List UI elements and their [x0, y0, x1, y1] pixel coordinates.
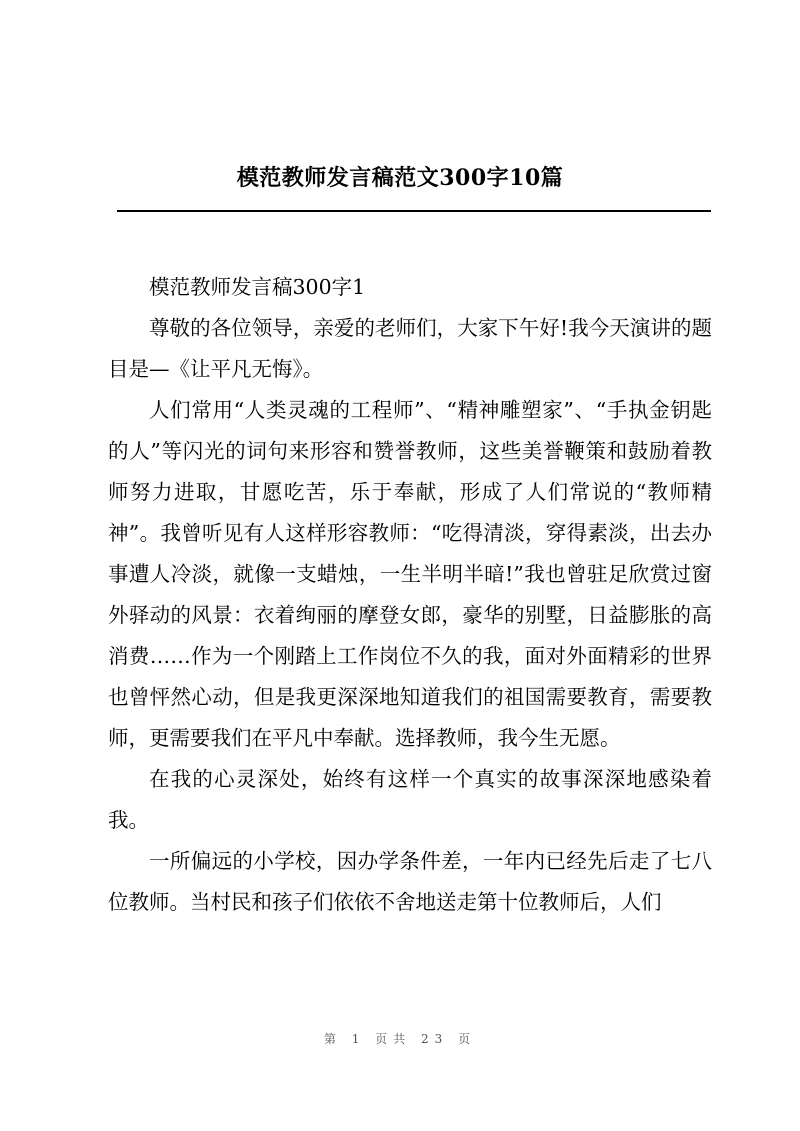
paragraph: 一所偏远的小学校，因办学条件差，一年内已经先后走了七八位教师。当村民和孩子们依依不舍地送走第十位教师后，人们 [108, 849, 712, 914]
paragraph: 人们常用“人类灵魂的工程师”、“精神雕塑家”、“手执金钥匙的人”等闪光的词句来形容和赞誉教师，这些美誉鞭策和鼓励着教师努力进取，甘愿吃苦，乐于奉献，形成了人们常说的“教师精神”。我曾听见有人这样形容教师：“吃得清淡，穿得素淡，出去办事遭人冷淡，就像一支蜡烛，一生半明半暗!”我也曾驻足欣赏过窗外驿动的风景：衣着绚丽的摩登女郎，豪华的别墅，日益膨胀的高消费……作为一个刚踏上工作岗位不久的我，面对外面精彩的世界也曾怦然心动，但是我更深深地知道我们的祖国需要教育，需要教师，更需要我们在平凡中奉献。选择教师，我今生无愿。 [108, 398, 712, 750]
paragraph: 模范教师发言稿300字1 [149, 275, 366, 299]
paragraph: 尊敬的各位领导，亲爱的老师们，大家下午好!我今天演讲的题目是—《让平凡无悔》。 [108, 316, 712, 381]
paragraph: 在我的心灵深处，始终有这样一个真实的故事深深地感染着我。 [108, 767, 712, 832]
title-divider [117, 210, 711, 212]
document-title: 模范教师发言稿范文300字10篇 [236, 165, 564, 191]
document-body [108, 267, 712, 923]
page-number-footer: 第 1 页共 23 页 [323, 1032, 477, 1046]
